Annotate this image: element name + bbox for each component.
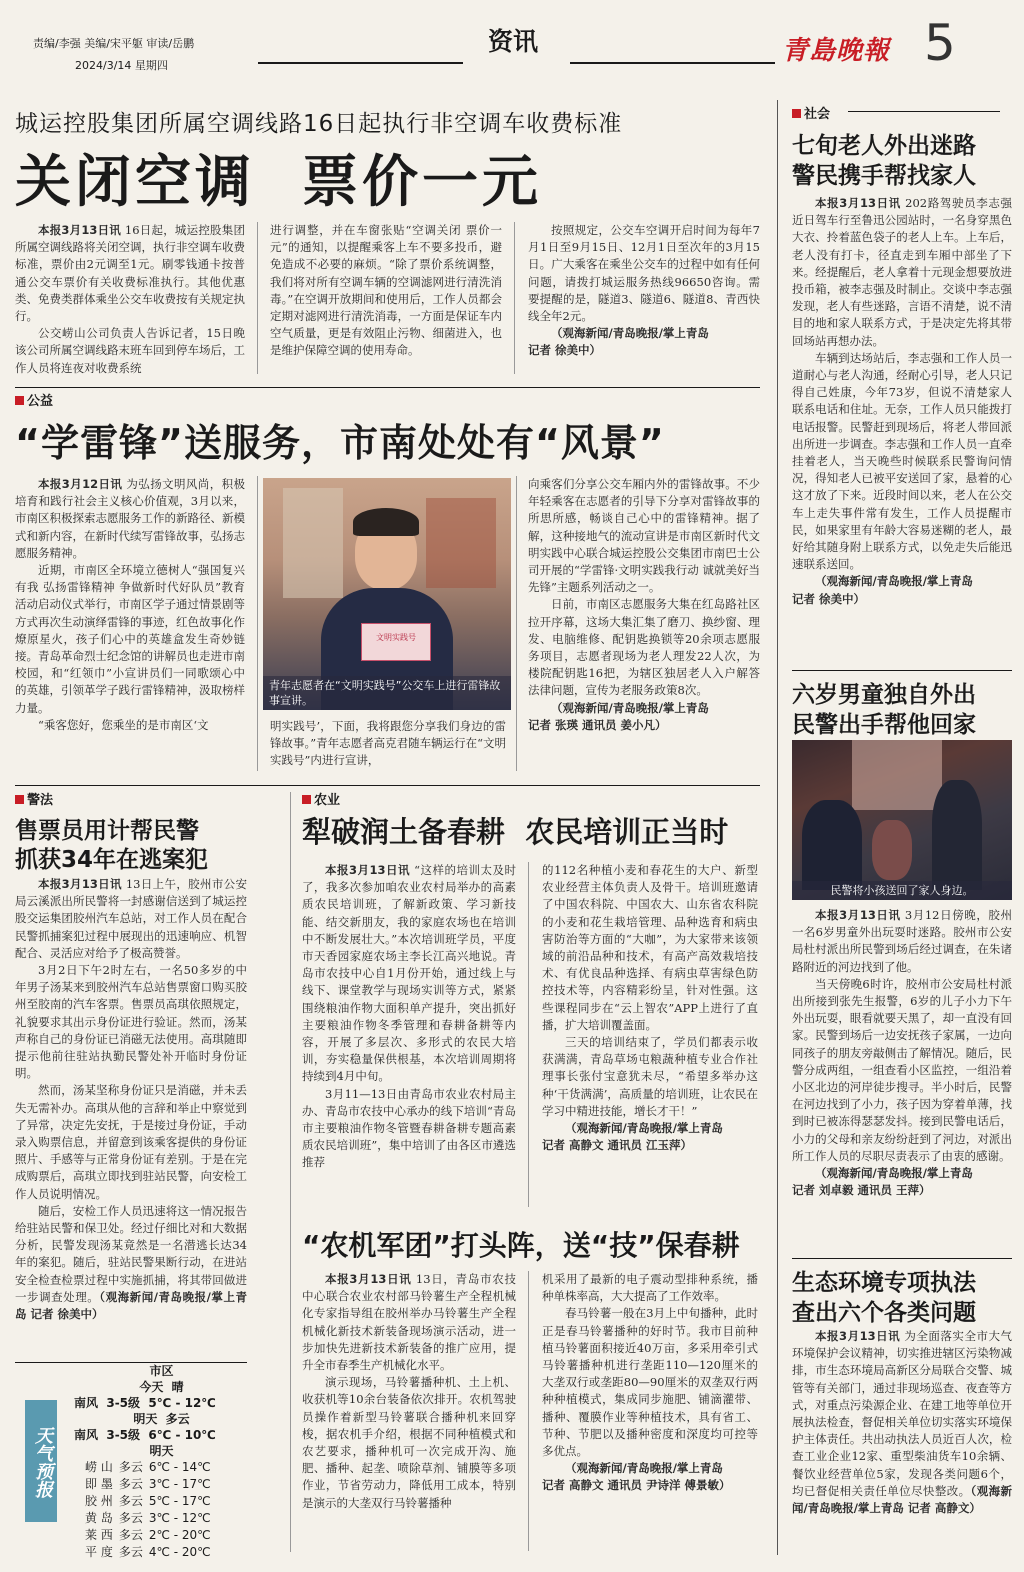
a5-col2-text: 机采用了最新的电子震动型排种系统，播种单株率高，大大提高了工作效率。 [542,1272,758,1304]
a3-text-1: 13日上午，胶州市公安局云溪派出所民警将一封感谢信送到了城运控股交运集团胶州汽车总站，对工作人员在配合民警抓捕案犯过程中展现出的迅速响应、机智配合、灵活应对给予了极高赞誉。 [15,877,247,960]
a3-body [15,876,247,1362]
weather-district: 黄 岛 [85,1511,113,1525]
weather-condition: 多云 [118,1545,143,1559]
police-photo [792,740,1012,900]
r3-sig: （观海新闻/青岛晚报/掌上青岛 记者 高静文） [792,1483,1012,1516]
weather-table [82,1459,214,1561]
a4-col1 [302,862,516,1210]
a3-title-1: 售票员用计帮民警 [15,818,199,844]
a5-sig2: 记者 高静文 通讯员 尹诗洋 傅景敏） [542,1478,731,1493]
a5-col1-text-b: 演示现场，马铃薯播种机、土上机、收获机等10余台装备依次排开。农机驾驶员操作着新型马铃薯联合播种机来回穿梭，据农机手介绍，根据不同种植模式和农艺要求，播种机可一次完成开沟、施肥、播种、起垄、喷除草剂、铺膜等多项作业，节省劳动力，降低用工成本，特别是演示的大垄双行马铃薯播种 [302,1375,516,1510]
header-date: 2024/3/14 星期四 [75,59,168,72]
a1-sig2: 记者 徐美中） [528,343,602,358]
weather-temp: 2℃ - 20℃ [148,1528,211,1542]
a2-col3 [528,476,760,774]
r2-title-2: 民警出手帮他回家 [792,712,976,738]
a3-lead: 本报3月13日讯 [38,877,122,891]
weather-row [82,1476,214,1493]
a4-section-tag: 农业 [302,789,340,808]
a1-col2 [270,222,502,378]
a1-col1-text: 16日起，城运控股集团所属空调线路将关闭空调，执行非空调车收费标准，票价由2元调至1元。刷零钱通卡按普通公交车票价有关收费标准执行。其他优惠类、免费类群体乘坐公交车收费按有关规定执行。 [15,223,245,324]
a4-lead: 本报3月13日讯 [325,863,410,877]
weather-condition: 多云 [118,1511,143,1525]
weather-temp: 6℃ - 14℃ [148,1460,211,1474]
a1-col2-text: 进行调整，并在车窗张贴“空调关闭 票价一元”的通知，以提醒乘客上车不要多投币，避免造成不必要的麻烦。“除了票价系统调整，我们将对所有空调车辆的空调滤网进行清洗消毒。”在空调开放期间和使用后，工作人员都会定期对滤网进行清洗消毒，一方面是保证车内空气质量，更是有效阻止污物、细菌进入，也是维护保障空调的使用寿命。 [270,223,502,358]
weather-row [82,1459,214,1476]
r1-section-tag: 社会 [792,103,830,122]
a2-col1 [15,476,245,774]
a4-col1-text-b: 3月11—13日由青岛市农业农村局主办、青岛市农技中心承办的线下培训“青岛市主要粮油作物冬管暨春耕备耕专题高素质农民培训班”，集中培训了由各区市遴选推荐 [302,1086,516,1170]
r1-sig2: 记者 徐美中） [792,591,866,606]
a4-col2-text: 的112名种植小麦和春花生的大户、新型农业经营主体负责人及骨干。培训班邀请了中国农科院、中国农大、山东省农科院的小麦和花生栽培管理、品种选育和病虫害防治等方面的“大咖”，为大家带来该领域的前沿品种和技术，有高产高效栽培技术、有优良品种选择、有病虫草害绿色防控技术等，内容精彩纷呈，针对性强。这些课程同步在“云上智农”APP上进行了直播，扩大培训覆盖面。 [542,863,758,1032]
weather-condition: 多云 [118,1477,143,1491]
r2-photo-caption: 民警将小孩送回了家人身边。 [792,881,1012,900]
weather-district: 胶 州 [85,1494,113,1508]
r2-text-1: 3月12日傍晚，胶州一名6岁男童外出玩耍时迷路。胶州市公安局杜村派出所民警到场后经过调查，在朱诸路附近的河边找到了他。 [792,908,1012,974]
header-section: 资讯 [488,27,539,56]
a2-col1-text: 为弘扬文明风尚，积极培育和践行社会主义核心价值观，3月以来，市南区积极探索志愿服务工作的新路径、新模式和新内容，在新时代续写雷锋故事，弘扬志愿服务精神。 [15,477,245,560]
volunteer-card: 文明实践号 [361,623,431,661]
r1-title-2: 警民携手帮找家人 [792,163,976,189]
weather-district: 即 墨 [85,1477,113,1491]
a1-col3-text: 按照规定，公交车空调开启时间为每年7月1日至9月15日、12月1日至次年的3月15日。广大乘客在乘坐公交车的过程中如有任何问题，请拨打城运服务热线96650咨询。需要提醒的是，隧道3、隧道6、隧道8、青西快线全年2元。 [528,223,760,324]
volunteer-photo [263,478,511,710]
weather-condition: 多云 [118,1460,143,1474]
r3-title-1: 生态环境专项执法 [792,1270,976,1296]
weather-temp: 3℃ - 12℃ [148,1511,211,1525]
a5-col1 [302,1271,516,1553]
r2-sig2: 记者 刘卓毅 通讯员 王萍） [792,1183,931,1198]
weather-row [82,1493,214,1510]
r1-title-1: 七旬老人外出迷路 [792,133,976,159]
a2-lead: 本报3月12日讯 [38,477,123,491]
weather-panel [74,1363,249,1561]
a4-sig2: 记者 高静文 通讯员 江玉萍） [542,1138,693,1153]
a1-col1 [15,222,245,378]
a5-col1-text: 13日，青岛市农技中心联合农业农村部马铃薯生产全程机械化专家指导组在胶州举办马铃薯生产全程机械化新技术新装备现场演示活动，进一步加快先进新技术新装备的推广应用，提升全市春季生产机械化水平。 [302,1272,516,1373]
r1-text-2: 车辆到达场站后，李志强和工作人员一道耐心与老人沟通，经耐心引导，老人只记得自己姓康，今年73岁，但说不清楚家人联系电话和住址。无奈，工作人员只能拨打电话报警。民警赶到现场后，将老人带回派出所进一步调查。李志强和工作人员一直牵挂着老人，当天晚些时候联系民警询问情况，得知老人已被平安送回了家，悬着的心这才放了下来。近段时间以来，老人在公交车上走失事件常有发生，工作人员提醒市民，如果家里有年龄大容易迷糊的老人，最好给其随身附上联系方式，以免走失后能迅速联系送回。 [792,350,1012,572]
header-line-left [258,62,463,64]
weather-district: 莱 西 [85,1528,113,1542]
page-number: 5 [924,14,956,72]
a2-sig: （观海新闻/青岛晚报/掌上青岛 [551,700,709,715]
a3-title-2: 抓获34年在逃案犯 [15,847,209,873]
weather-row [82,1527,214,1544]
weather-temp: 3℃ - 17℃ [148,1477,211,1491]
a1-kicker: 城运控股集团所属空调线路16日起执行非空调车收费标准 [15,111,623,137]
a4-col2 [542,862,758,1210]
a1-col3 [528,222,760,378]
weather-condition: 多云 [118,1528,143,1542]
a3-text-4: 随后，安检工作人员迅速将这一情况报告给驻站民警和保卫处。经过仔细比对和大数据分析，民警发现汤某竟然是一名潜逃长达34年的案犯。随后，驻站民警果断行动，在进站安全检查检票过程中实施抓捕，将其带回做进一步调查处理。 [15,1203,247,1304]
a2-col1-text-c: “乘客您好，您乘坐的是市南区‘文 [38,717,209,732]
weather-district: 崂 山 [85,1460,113,1474]
a1-lead: 本报3月13日讯 [38,223,122,237]
r2-title-1: 六岁男童独自外出 [792,682,976,708]
a2-col3-text-b: 日前，市南区志愿服务大集在红岛路社区拉开序幕，这场大集汇集了磨刀、换纱窗、理发、电脑维修、配钥匙换锁等20余项志愿服务项目，志愿者现场为老人理发22人次，为楼院配钥匙16把，为辖区独居老人入户解答法律问题，宣传为老服务政策8次。 [528,597,760,698]
a5-col2 [542,1271,758,1553]
a1-title: 关闭空调 票价一元 [15,150,542,215]
a2-photo-caption: 青年志愿者在“文明实践号”公交车上进行雷锋故事宣讲。 [263,676,511,710]
a2-title: “学雷锋”送服务，市南处处有“风景” [15,421,665,465]
a5-col2-text-b: 春马铃薯一般在3月上中旬播种，此时正是春马铃薯播种的好时节。我市目前种植马铃薯面积接近40万亩，多采用牵引式马铃薯播种机进行垄距110—120厘米的大垄双行或垄距80—90厘米的双垄双行两种种植模式，集成同步施肥、铺滴灌带、播种、覆膜作业等种植技术，具有省工、节种、节肥以及播种密度和深度均可控等多优点。 [542,1306,758,1459]
r1-sig: （观海新闻/青岛晚报/掌上青岛 [815,574,973,589]
a2-col2-text: 明实践号’，下面，我将跟您分享我们身边的雷锋故事。”青年志愿者高克君随车辆运行在“文明实践号”内进行宣讲， [270,719,506,768]
a4-title: 犁破润土备春耕 农民培训正当时 [302,815,729,849]
a1-sig: （观海新闻/青岛晚报/掌上青岛 [551,326,709,341]
header-credits: 责编/李强 美编/宋平躯 审读/岳鹏 [33,37,195,50]
a3-section-tag: 警法 [15,789,53,808]
weather-tomorrow: 明天 多云 [133,1412,190,1426]
r3-body [792,1328,1012,1556]
a2-section-tag: 公益 [15,390,53,409]
a4-sig: （观海新闻/青岛晚报/掌上青岛 [565,1121,723,1136]
r3-text-1: 为全面落实全市大气环境保护会议精神，切实推进辖区污染物减排，市生态环境局高新区分局联合交警、城管等有关部门，通过非现场巡查、夜查等方式，对重点污染源企业、在建工地等单位开展执法检查，督促相关单位切实落实环境保护主体责任。共出动执法人员近百人次，检查工业企业12家、重型柴油货车10余辆、餐饮业经营单位5家，发现各类问题6个，均已督促相关责任单位尽快整改。 [792,1329,1012,1498]
weather-tomorrow-detail: 南风 3-5级 6℃ - 10℃ [74,1428,216,1442]
r2-lead: 本报3月13日讯 [815,908,901,922]
weather-temp: 5℃ - 17℃ [148,1494,211,1508]
a3-text-2: 3月2日下午2时左右，一名50多岁的中年男子汤某来到胶州汽车总站售票窗口购买胶州至胶南的汽车客票。售票员高琪依照规定，礼貌要求其出示身份证进行验证。然而，汤某声称自己的身份证已消磁无法使用。高琪随即提示他前往驻站执勤民警处补开临时身份证明。 [15,963,247,1081]
a3-text-3: 然而，汤某坚称身份证只是消磁，并未丢失无需补办。高琪从他的言辞和举止中察觉到了异常，决定先安抚，于是接过身份证，手动录入购票信息，并留意到该乘客提供的身份证照片、手感等与正常身份证有差别。于是在完成购票后，高琪立即找到驻站民警，向安检工作人员说明情况。 [15,1083,247,1201]
weather-row [82,1544,214,1561]
weather-today-detail: 南风 3-5级 5℃ - 12℃ [74,1396,216,1410]
brand-logo: 青島晚報 [782,36,891,66]
a2-sig2: 记者 张瑛 通讯员 姜小凡） [528,717,667,732]
a2-col2 [270,718,506,774]
a5-sig: （观海新闻/青岛晚报/掌上青岛 [565,1461,723,1476]
r2-sig: （观海新闻/青岛晚报/掌上青岛 [815,1166,973,1181]
weather-tomorrow-2: 明天 [149,1444,174,1458]
r1-lead: 本报3月13日讯 [815,196,901,210]
a2-col1-text-b: 近期，市南区全环境立德树人“强国复兴有我 弘扬雷锋精神 争做新时代好队员”教育活动启动仪式举行，市南区学子通过情景剧等方式再次生动演绎雷锋的事迹，红色故事化作燎原星火，孩子们心中的英雄盒发生奇妙链接。青岛革命烈士纪念馆的讲解员也走进市南校园，和“红领巾”小宣讲员们一同歌颂心中的英雄，引领革学子践行雷锋精神，汲取榜样力量。 [15,563,245,715]
weather-label-box: 天气预报 [25,1400,57,1522]
a3-sig: （观海新闻/青岛晚报/掌上青岛 记者 徐美中） [15,1289,247,1322]
weather-temp: 4℃ - 20℃ [148,1545,211,1559]
a5-lead: 本报3月13日讯 [325,1272,412,1286]
a4-col1-text: “这样的培训太及时了，我多次参加咱农业农村局举办的高素质农民培训班，了解新政策、学习新技能、结交新朋友，我的家庭农场也在培训中不断发展壮大。”本次培训班学员，平度市天香园家庭农场主李长江高兴地说。青岛市农技中心自1月份开始，通过线上与线下、课堂教学与现场实训等方式，紧紧围绕粮油作物大面积单产提升，突出抓好主要粮油作物冬季管理和春耕备耕等内容，开展了多层次、多形式的农民大培训，夯实稳量保供根基，本次培训周期将持续到4月中旬。 [302,863,516,1084]
weather-today: 今天 晴 [139,1380,184,1394]
r2-text-2: 当天傍晚6时许，胶州市公安局杜村派出所接到张先生报警，6岁的儿子小力下午外出玩耍，眼看就要天黑了，却一直没有回家。民警到场后一边安抚孩子家属，一边向同孩子的朋友旁敲侧击了解情况。随后，民警分成两组，一组查看小区监控，一组沿着小区北边的河岸徒步搜寻。半小时后，民警在河边找到了小力，孩子因为穿着单薄，找到时已被冻得瑟瑟发抖。接到民警电话后，小力的父母和亲友纷纷赶到了河边，对派出所工作人员的尽职尽责表示了由衷的感谢。 [792,976,1012,1163]
weather-row [82,1510,214,1527]
weather-district: 平 度 [85,1545,113,1559]
r2-body [792,907,1012,1255]
r1-body [792,195,1012,665]
header-line-right [570,62,775,64]
r3-title-2: 查出六个各类问题 [792,1300,976,1326]
weather-condition: 多云 [118,1494,143,1508]
weather-city: 市区 [149,1364,174,1378]
a1-col1-text-b: 公交崂山公司负责人告诉记者，15日晚该公司所属空调线路末班车回到停车场后，工作人员将连夜对收费系统 [15,326,245,375]
a4-col2-text-b: 三天的培训结束了，学员们都表示收获满满，青岛草场屯粮蔬种植专业合作社理事长张付宝意犹未尽，“希望多举办这种‘干货满满’，高质量的培训班，让农民在学习中精进技能，增长才干！” [542,1035,758,1118]
a2-col3-text: 向乘客们分享公交车厢内外的雷锋故事。不少年轻乘客在志愿者的引导下分享对雷锋故事的所思所感，畅谈自己心中的雷锋精神。据了解，这种接地气的流动宣讲是市南区新时代文明实践中心联合城运控股公交集团市南巴士公司开展的“学雷锋·文明实践我行动 诚就美好当先锋”主题系列活动之一。 [528,477,760,595]
a5-title: “农机军团”打头阵，送“技”保春耕 [302,1229,740,1262]
r1-text-1: 202路驾驶员李志强近日驾车行至鲁迅公园站时，一名身穿黑色大衣、拎着蓝色袋子的老人上车。上车后，老人没有打卡，径直走到车厢中部坐了下来。经提醒后，老人拿着十元现金想要放进投币箱，被李志强及时制止。交谈中李志强发现，老人有些迷路，言语不清楚，说不清目的地和家人联系方式，于是决定先将其带回场站再想办法。 [792,196,1012,348]
r3-lead: 本报3月13日讯 [815,1329,901,1343]
